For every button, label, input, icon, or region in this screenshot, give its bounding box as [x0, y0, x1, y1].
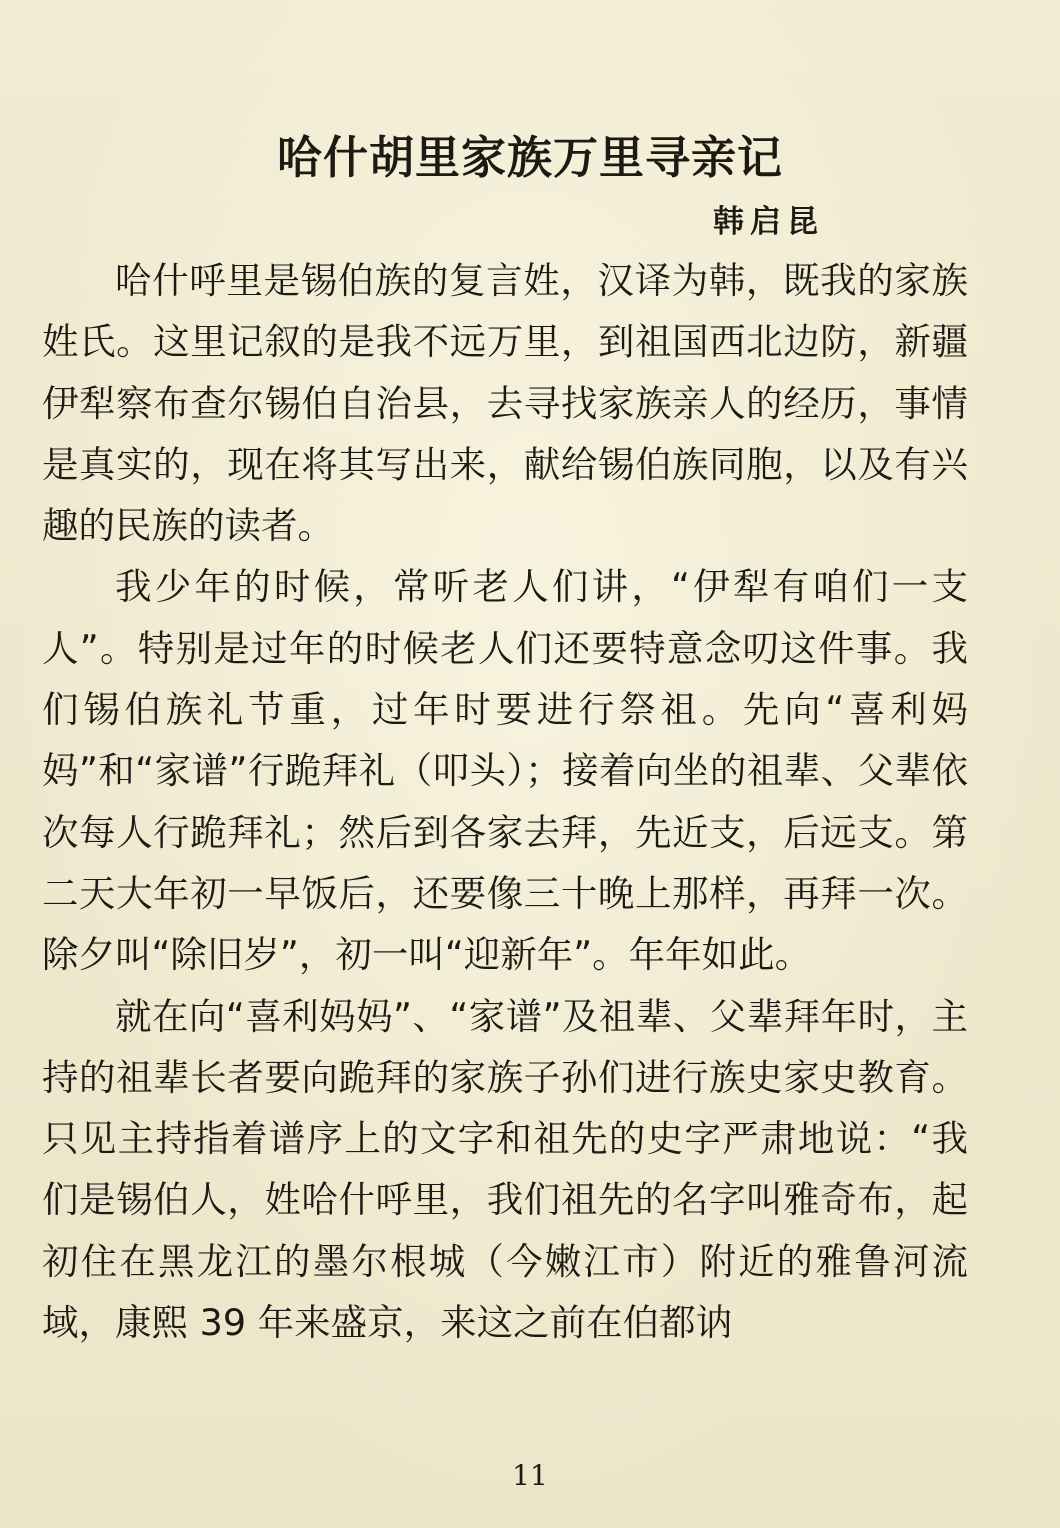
paragraph: 就在向“喜利妈妈”、“家谱”及祖辈、父辈拜年时，主持的祖辈长者要向跪拜的家族子孙们进行族史家史教育。只见主持指着谱序上的文字和祖先的史字严肃地说：“我们是锡伯人，姓哈什呼里，我们祖先的名字叫雅奇布，起初住在黑龙江的墨尔根城（今嫩江市）附近的雅鲁河流域，康熙 39 年来盛京，来这之前在伯都讷	[42, 994, 968, 1345]
article-body	[42, 250, 968, 1353]
article-title: 哈什胡里家族万里寻亲记	[276, 131, 783, 184]
paragraph: 哈什呼里是锡伯族的复言姓，汉译为韩，既我的家族姓氏。这里记叙的是我不远万里，到祖国西北边防，新疆伊犁察布查尔锡伯自治县，去寻找家族亲人的经历，事情是真实的，现在将其写出来，献给锡伯族同胞，以及有兴趣的民族的读者。	[42, 259, 968, 548]
page-number: 11	[512, 1459, 548, 1492]
article-author: 韩启昆	[713, 204, 824, 240]
paragraph: 我少年的时候，常听老人们讲，“伊犁有咱们一支人”。特别是过年的时候老人们还要特意念叨这件事。我们锡伯族礼节重，过年时要进行祭祖。先向“喜利妈妈”和“家谱”行跪拜礼（叩头）；接着向坐的祖辈、父辈依次每人行跪拜礼；然后到各家去拜，先近支，后远支。第二天大年初一早饭后，还要像三十晚上那样，再拜一次。除夕叫“除旧岁”，初一叫“迎新年”。年年如此。	[42, 565, 968, 977]
